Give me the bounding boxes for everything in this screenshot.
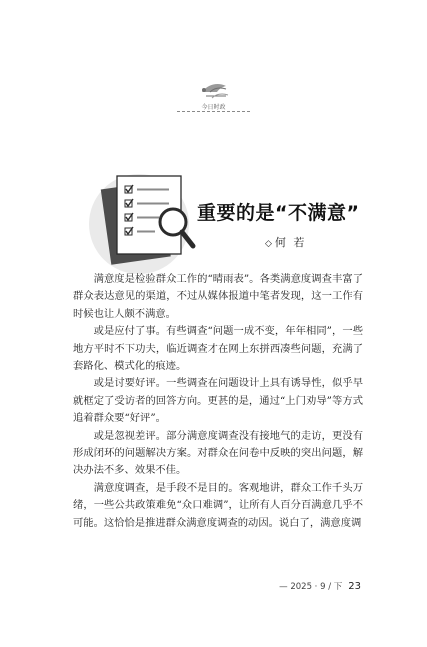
author-byline (265, 234, 306, 250)
paragraph: 或是应付了事。有些调查“问题一成不变，年年相同”，一些地方平时不下功夫，临近调查才在网上东拼西凑些问题，充满了套路化、模式化的痕迹。 (73, 325, 363, 373)
column-logo-icon (192, 78, 236, 102)
article-body (73, 271, 363, 532)
checklist-magnifier-illustration (87, 162, 197, 277)
column-label: 今日时政 (201, 104, 226, 111)
author-name: 何 若 (274, 236, 307, 249)
page-header (0, 78, 427, 118)
paragraph: 满意度调查，是手段不是目的。客观地讲，群众工作千头万绪，一些公共政策难免“众口难调”，让所有人百分百满意几乎不可能。这恰恰是推进群众满意度调查的动因。说白了，满意度调 (73, 481, 363, 529)
paragraph: 满意度是检验群众工作的“晴雨表”。各类满意度调查丰富了群众表达意见的渠道，不过从媒体报道中笔者发现，这一工作有时候也让人颇不满意。 (73, 273, 363, 320)
diamond-icon: ◇ (265, 239, 272, 249)
article-title: 重要的是“不满意” (197, 202, 360, 224)
paragraph: 或是忽视差评。部分满意度调查没有接地气的走访，更没有形成闭环的问题解决方案。对群众在问卷中反映的突出问题，解决办法不多、效果不佳。 (73, 429, 363, 477)
page-number: 23 (348, 581, 361, 592)
page-footer (279, 580, 361, 592)
paragraph: 或是讨要好评。一些调查在问题设计上具有诱导性，似乎早就框定了受访者的回答方向。更甚的是，通过“上门劝导”等方式追着群众要“好评”。 (73, 377, 363, 425)
header-divider (177, 111, 250, 112)
issue-label: — 2025 · 9 / 下 (279, 582, 343, 592)
